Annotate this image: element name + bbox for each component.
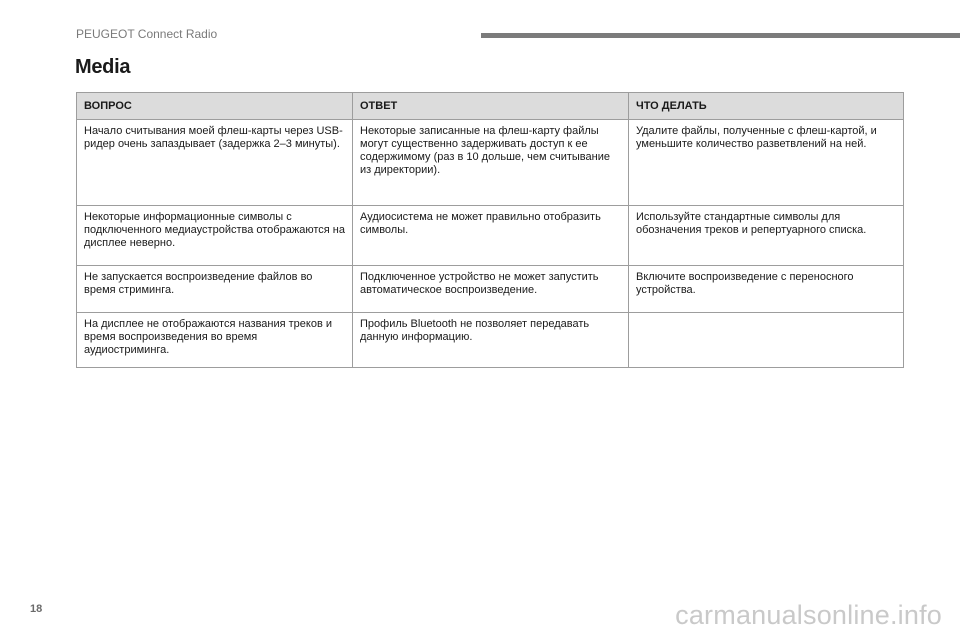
question-cell: Начало считывания моей флеш-карты через USB-ридер очень запаздывает (задержка 2–3 минуты). [77,120,353,206]
answer-cell: Профиль Bluetooth не позволяет передавать данную информацию. [353,313,629,368]
table-row [77,206,904,266]
question-cell: Некоторые информационные символы с подключенного медиаустройства отображаются на дисплее неверно. [77,206,353,266]
faq-table [76,92,904,368]
answer-cell: Некоторые записанные на флеш-карту файлы могут существенно задерживать доступ к ее содержимому (раз в 10 дольше, чем считывание из директории). [353,120,629,206]
header-rule [481,33,960,38]
header-title: PEUGEOT Connect Radio [76,27,218,41]
answer-cell: Аудиосистема не может правильно отобразить символы. [353,206,629,266]
table-header-row [77,93,904,120]
watermark: carmanualsonline.info [675,600,942,630]
page-number: 18 [30,603,43,615]
table-row [77,313,904,368]
solution-cell: Используйте стандартные символы для обозначения треков и репертуарного списка. [629,206,904,266]
column-header-answer: ОТВЕТ [353,93,629,120]
table-row [77,120,904,206]
section-title: Media [75,56,131,78]
question-cell: Не запускается воспроизведение файлов во время стриминга. [77,266,353,313]
column-header-question: ВОПРОС [77,93,353,120]
solution-cell: Удалите файлы, полученные с флеш-картой, и уменьшите количество разветвлений на ней. [629,120,904,206]
table-row [77,266,904,313]
column-header-solution: ЧТО ДЕЛАТЬ [629,93,904,120]
solution-cell: Включите воспроизведение с переносного устройства. [629,266,904,313]
answer-cell: Подключенное устройство не может запустить автоматическое воспроизведение. [353,266,629,313]
question-cell: На дисплее не отображаются названия треков и время воспроизведения во время аудиостриминга. [77,313,353,368]
solution-cell [629,313,904,368]
